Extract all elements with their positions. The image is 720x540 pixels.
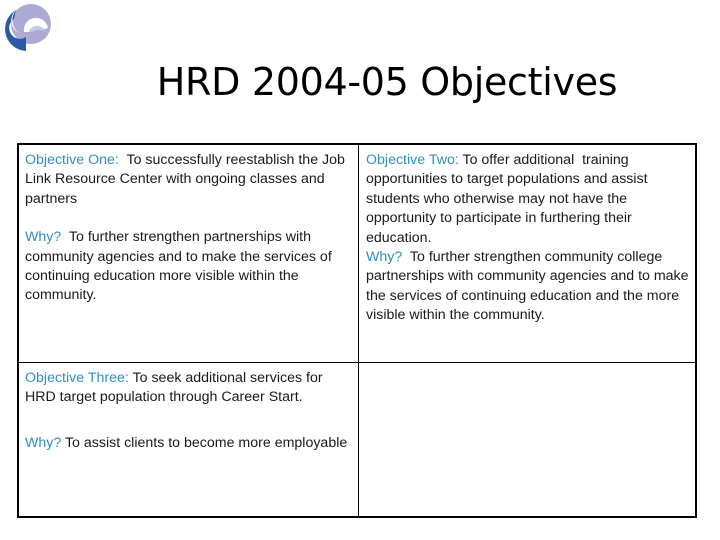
- objective-one-why-text: To further strengthen partnerships with community agencies and to make the services of continuing education more visible within the community.: [25, 229, 336, 304]
- objectives-table: [17, 143, 697, 518]
- empty-cell: [359, 363, 695, 516]
- objective-three-cell: [19, 363, 359, 516]
- objective-two-why-text: To further strengthen community college partnerships with community agencies and to make the services of continuing education and the more visible within the community.: [366, 249, 693, 324]
- objective-one-statement: [25, 151, 352, 209]
- objective-one-why: [25, 228, 352, 306]
- objective-one-why-label: Why?: [25, 229, 62, 246]
- objective-two-label: Objective Two:: [366, 152, 459, 168]
- objective-two-why-label: Why?: [366, 249, 403, 266]
- objective-two-cell: [359, 145, 695, 363]
- objective-two-text: To offer additional training opportunities to target populations and assist students who otherwise may not have the opportunity to participate in furthering their education.: [366, 152, 652, 246]
- objective-one-cell: [19, 145, 359, 363]
- objective-two-statement: [366, 151, 689, 248]
- objective-three-why-text: To assist clients to become more employable: [61, 434, 348, 451]
- organization-logo-icon: [2, 2, 52, 52]
- objective-two-why: [366, 248, 693, 326]
- objective-three-why: [25, 434, 352, 453]
- objective-one-text: To successfully reestablish the Job Link Resource Center with ongoing classes and partners: [25, 152, 349, 207]
- objective-three-label: Objective Three:: [25, 370, 129, 386]
- objective-three-why-label: Why?: [25, 434, 62, 451]
- objective-three-text: To seek additional services for HRD target population through Career Start.: [25, 370, 327, 406]
- objective-one-label: Objective One:: [25, 152, 119, 168]
- objective-three-statement: [25, 369, 352, 408]
- page-title: HRD 2004-05 Objectives: [156, 60, 618, 104]
